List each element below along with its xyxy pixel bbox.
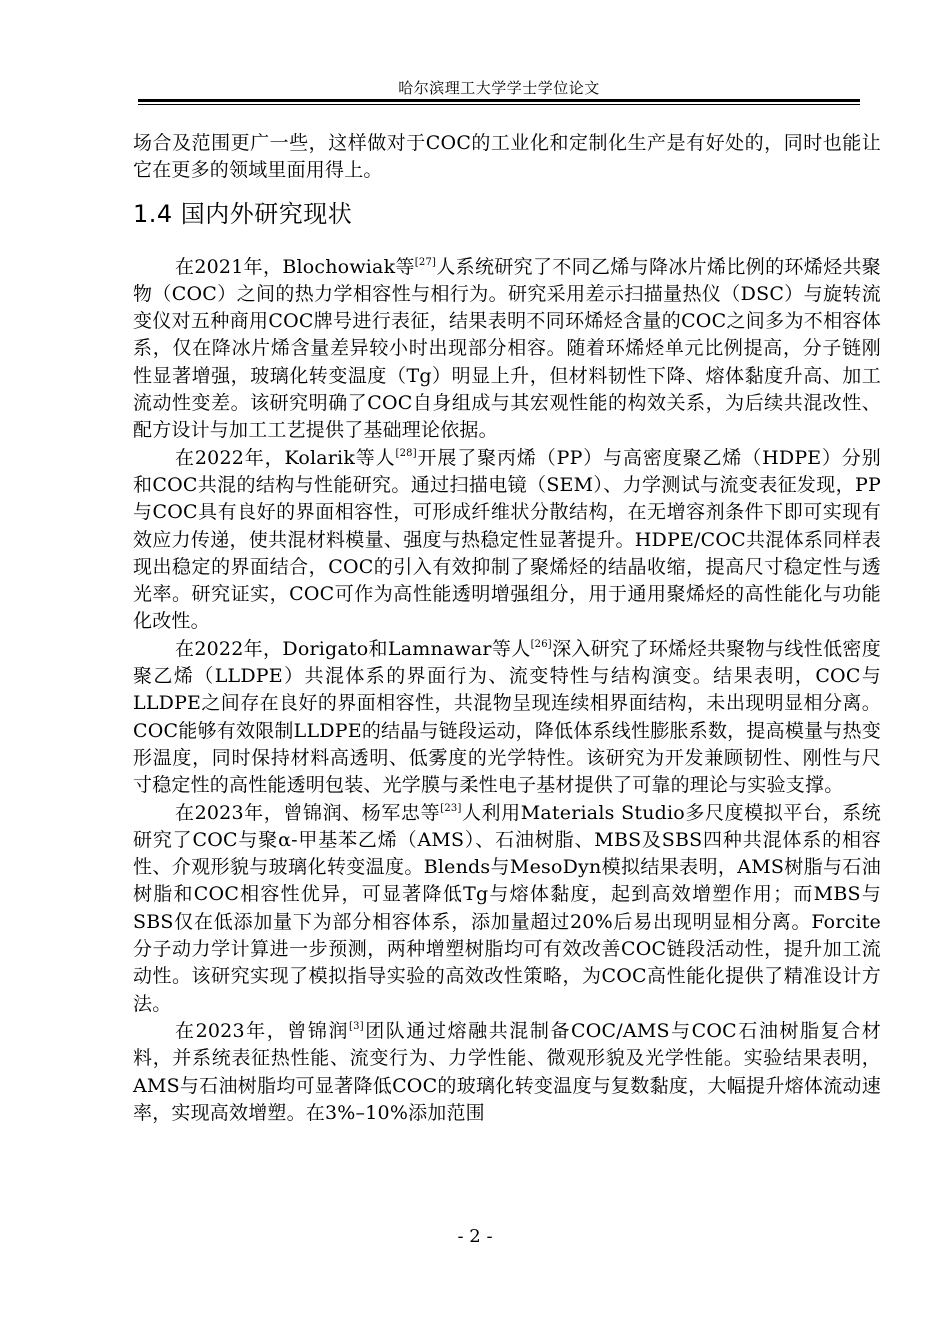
paragraph-text: 在2022年，Kolarik等人 xyxy=(175,446,396,469)
paragraph-4 xyxy=(133,800,881,1018)
header-rule-thin xyxy=(138,104,860,105)
page-number: - 2 - xyxy=(457,1226,493,1247)
citation-ref: [28] xyxy=(395,447,417,459)
paragraph-text: 团队通过熔融共混制备COC/AMS与COC石油树脂复合材料，并系统表征热性能、流变行为、力学性能、微观形貌及光学性能。实验结果表明，AMS与石油树脂均可显著降低COC的玻璃化转变温度与复数黏度，大幅提升熔体流动速率，实现高效增塑。在3%–10%添加范围 xyxy=(133,1019,881,1124)
paragraph-text: 在2022年，Dorigato和Lamnawar等人 xyxy=(175,637,531,660)
paragraph-text: 开展了聚丙烯（PP）与高密度聚乙烯（HDPE）分别和COC共混的结构与性能研究。通过扫描电镜（SEM）、力学测试与流变表征发现，PP与COC具有良好的界面相容性，可形成纤维状分散结构，在无增容剂条件下即可实现有效应力传递，使共混材料模量、强度与热稳定性显著提升。HDPE/COC共混体系同样表现出稳定的界面结合，COC的引入有效抑制了聚烯烃的结晶收缩，提高尺寸稳定性与透光率。研究证实，COC可作为高性能透明增强组分，用于通用聚烯烃的高性能化与功能化改性。 xyxy=(133,446,881,633)
citation-ref: [23] xyxy=(440,802,462,814)
paragraph-text: 在2021年，Blochowiak等 xyxy=(175,255,415,278)
paragraph-2 xyxy=(133,445,881,636)
running-header: 哈尔滨理工大学学士学位论文 xyxy=(398,79,600,97)
paragraph-text: 人系统研究了不同乙烯与降冰片烯比例的环烯烃共聚物（COC）之间的热力学相容性与相行为。研究采用差示扫描量热仪（DSC）与旋转流变仪对五种商用COC牌号进行表征，结果表明不同环烯烃含量的COC之间多为不相容体系，仅在降冰片烯含量差异较小时出现部分相容。随着环烯烃单元比例提高，分子链刚性显著增强，玻璃化转变温度（Tg）明显上升，但材料韧性下降、熔体黏度升高、加工流动性变差。该研究明确了COC自身组成与其宏观性能的构效关系，为后续共混改性、配方设计与加工工艺提供了基础理论依据。 xyxy=(133,255,881,442)
paragraph-5 xyxy=(133,1018,881,1127)
page-body xyxy=(133,130,881,1127)
paragraph-text: 在2023年，曾锦润 xyxy=(175,1019,350,1042)
header-rule-thick xyxy=(138,99,860,102)
citation-ref: [26] xyxy=(530,638,552,650)
paragraph-text: 在2023年，曾锦润、杨军忠等 xyxy=(175,801,441,824)
section-heading: 1.4 国内外研究现状 xyxy=(133,199,353,228)
lead-paragraph: 场合及范围更广一些，这样做对于COC的工业化和定制化生产是有好处的，同时也能让它在更多的领域里面用得上。 xyxy=(133,132,881,182)
paragraph-text: 深入研究了环烯烃共聚物与线性低密度聚乙烯（LLDPE）共混体系的界面行为、流变特性与结构演变。结果表明，COC与LLDPE之间存在良好的界面相容性，共混物呈现连续相界面结构，未出现明显相分离。COC能够有效限制LLDPE的结晶与链段运动，降低体系线性膨胀系数，提高模量与热变形温度，同时保持材料高透明、低雾度的光学特性。该研究为开发兼顾韧性、刚性与尺寸稳定性的高性能透明包装、光学膜与柔性电子基材提供了可靠的理论与实验支撑。 xyxy=(133,637,881,797)
citation-ref: [27] xyxy=(414,256,437,268)
paragraph-text: 人利用Materials Studio多尺度模拟平台，系统研究了COC与聚α-甲基苯乙烯（AMS）、石油树脂、MBS及SBS四种共混体系的相容性、介观形貌与玻璃化转变温度。Blends与MesoDyn模拟结果表明，AMS树脂与石油树脂和COC相容性优异，可显著降低Tg与熔体黏度，起到高效增塑作用；而MBS与SBS仅在低添加量下为部分相容体系，添加量超过20%后易出现明显相分离。Forcite分子动力学计算进一步预测，两种增塑树脂均可有效改善COC链段活动性，提升加工流动性。该研究实现了模拟指导实验的高效改性策略，为COC高性能化提供了精准设计方法。 xyxy=(133,801,881,1015)
citation-ref: [3] xyxy=(349,1020,364,1032)
paragraph-1 xyxy=(133,254,881,445)
paragraph-3 xyxy=(133,636,881,800)
